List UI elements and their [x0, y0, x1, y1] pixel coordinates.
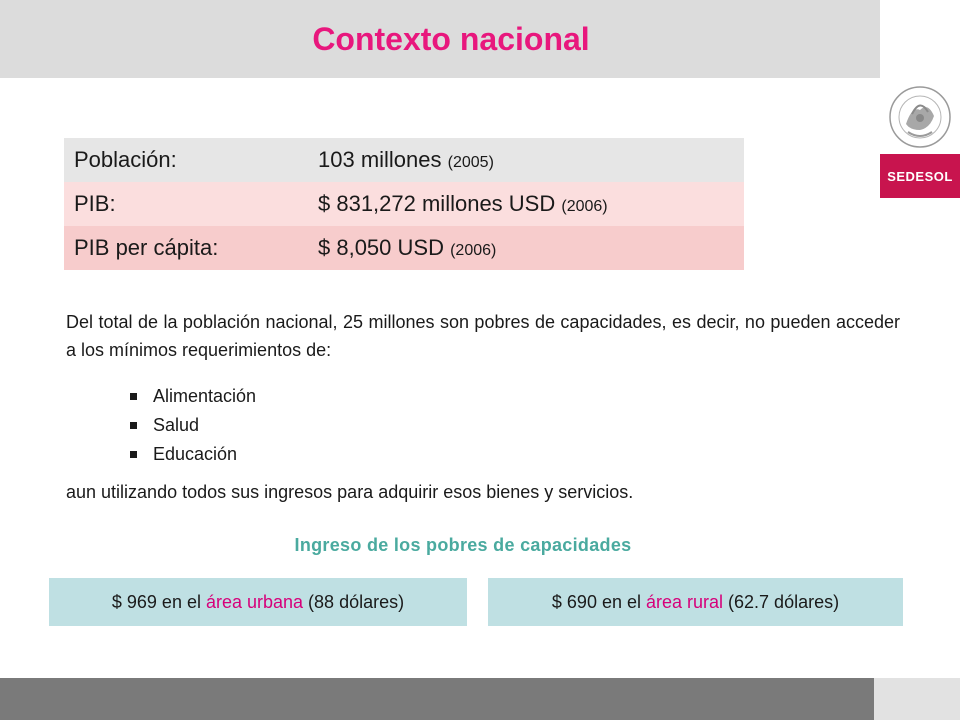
urban-area-label: área urbana [205, 591, 304, 612]
stats-label: PIB: [74, 191, 116, 216]
page-title: Contexto nacional [312, 20, 590, 57]
bullet-square-icon [130, 393, 137, 400]
stats-value: $ 831,272 millones USD (2006) [318, 191, 608, 216]
rural-income-box: $ 690 en el área rural (62.7 dólares) [488, 578, 903, 626]
list-item: Alimentación [130, 382, 256, 411]
requirements-list [130, 382, 256, 469]
stats-row-population [64, 138, 744, 182]
stats-label: PIB per cápita: [74, 235, 219, 260]
footer-bar [0, 678, 874, 720]
intro-paragraph: Del total de la población nacional, 25 millones son pobres de capacidades, es decir, no pueden acceder a los mínimos requerimientos de: [66, 312, 900, 360]
stats-value: 103 millones (2005) [318, 147, 494, 172]
rural-area-label: área rural [645, 591, 724, 612]
list-item: Salud [130, 411, 256, 440]
list-item: Educación [130, 440, 256, 469]
stats-row-pib [64, 182, 744, 226]
urban-income-box: $ 969 en el área urbana (88 dólares) [49, 578, 467, 626]
income-title: Ingreso de los pobres de capacidades [294, 535, 632, 555]
stats-label: Población: [74, 147, 177, 172]
stats-row-pib-per-capita [64, 226, 744, 270]
mexico-seal-icon [882, 84, 958, 150]
footer-corner [874, 678, 960, 720]
bullet-square-icon [130, 451, 137, 458]
closing-paragraph: aun utilizando todos sus ingresos para adquirir esos bienes y servicios. [66, 482, 634, 502]
sedesol-logo: SEDESOL [880, 154, 960, 198]
stats-table [64, 138, 744, 270]
stats-value: $ 8,050 USD (2006) [318, 235, 497, 260]
bullet-square-icon [130, 422, 137, 429]
